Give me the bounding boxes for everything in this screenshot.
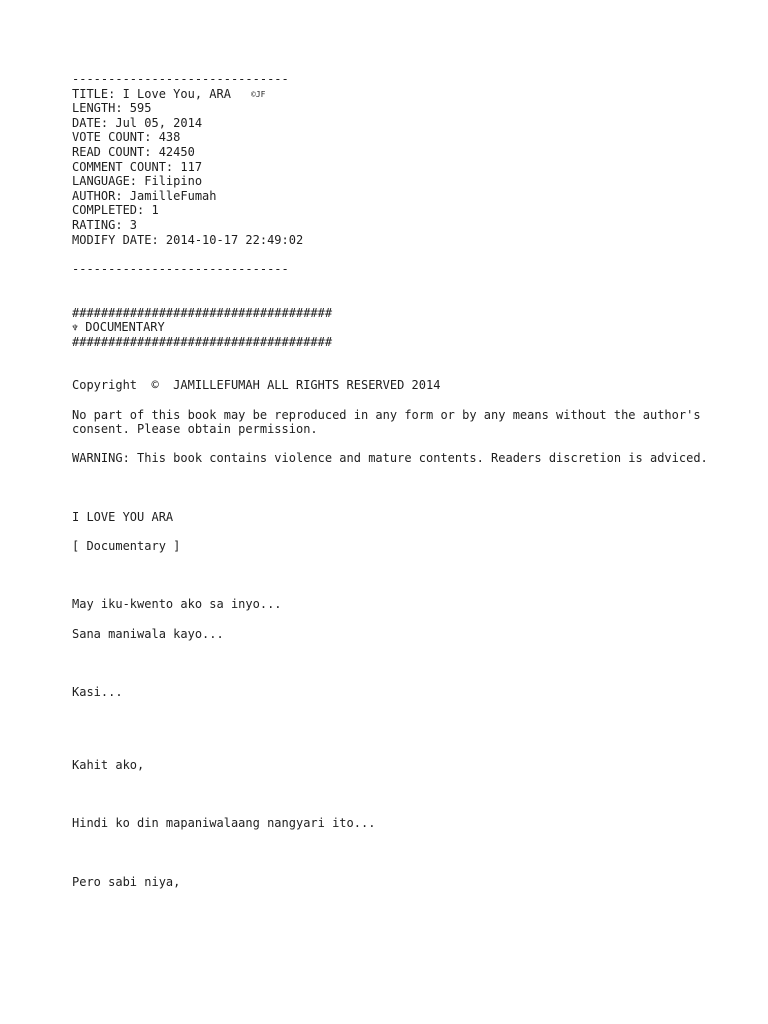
meta-date: DATE: Jul 05, 2014	[72, 115, 203, 130]
story-line: Sana maniwala kayo...	[72, 626, 224, 641]
meta-title	[72, 87, 712, 102]
meta-title-text: TITLE: I Love You, ARA	[72, 86, 231, 101]
separator-rule: ------------------------------	[72, 72, 289, 86]
trident-icon: ♆	[72, 323, 79, 335]
meta-author: AUTHOR: JamilleFumah	[72, 188, 217, 203]
meta-rating: RATING: 3	[72, 217, 138, 232]
meta-language: LANGUAGE: Filipino	[72, 174, 203, 189]
meta-completed: COMPLETED: 1	[72, 203, 159, 218]
section-heading-text: DOCUMENTARY	[85, 320, 165, 335]
meta-vote-count: VOTE COUNT: 438	[72, 130, 181, 145]
content-warning: WARNING: This book contains violence and mature contents. Readers discretion is adviced.	[72, 451, 708, 466]
story-title: I LOVE YOU ARA	[72, 509, 174, 524]
copyright-mark: ©JF	[250, 89, 266, 99]
meta-read-count: READ COUNT: 42450	[72, 144, 195, 159]
story-line: Hindi ko din mapaniwalaang nangyari ito...	[72, 816, 376, 831]
document-page	[72, 72, 712, 889]
reproduction-notice: No part of this book may be reproduced in any form or by any means without the author's consent. Please obtain permission.	[72, 407, 708, 437]
story-subtitle: [ Documentary ]	[72, 539, 181, 554]
hash-rule: ####################################	[72, 334, 333, 349]
story-line: Kahit ako,	[72, 757, 145, 772]
story-line: Pero sabi niya,	[72, 874, 181, 889]
meta-comment-count: COMMENT COUNT: 117	[72, 159, 203, 174]
separator-rule: ------------------------------	[72, 261, 289, 276]
copyright-line: Copyright © JAMILLEFUMAH ALL RIGHTS RESERVED 2014	[72, 378, 441, 393]
story-line: May iku-kwento ako sa inyo...	[72, 597, 282, 612]
hash-rule: ####################################	[72, 305, 333, 320]
story-line: Kasi...	[72, 684, 123, 699]
section-heading	[72, 320, 712, 335]
meta-length: LENGTH: 595	[72, 101, 152, 116]
meta-modify-date: MODIFY DATE: 2014-10-17 22:49:02	[72, 232, 304, 247]
